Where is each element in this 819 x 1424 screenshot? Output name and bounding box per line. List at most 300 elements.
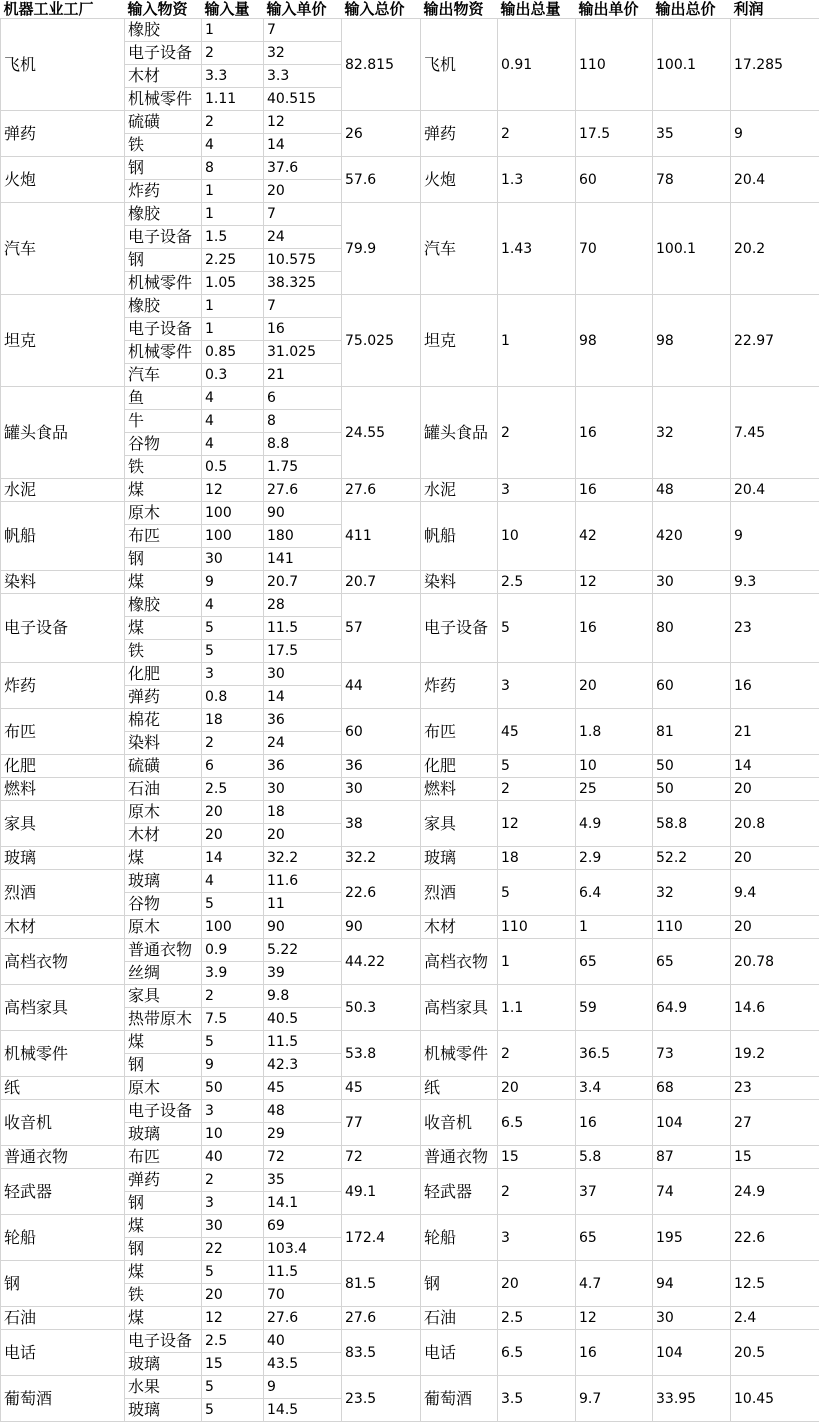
output-qty-cell: 6.5: [498, 1330, 576, 1376]
input-qty-cell: 6: [202, 755, 264, 778]
table-row: [1, 985, 819, 1008]
input-material-cell: 电子设备: [125, 318, 202, 341]
input-material-cell: 钢: [125, 249, 202, 272]
input-total-cell: 27.6: [342, 479, 421, 502]
output-total-cell: 100.1: [653, 203, 731, 295]
profit-cell: 15: [731, 1146, 819, 1169]
factory-name-cell: 普通衣物: [1, 1146, 125, 1169]
input-material-cell: 石油: [125, 778, 202, 801]
output-price-cell: 1: [576, 916, 653, 939]
table-row: [1, 1031, 819, 1054]
input-qty-cell: 20: [202, 824, 264, 847]
output-total-cell: 420: [653, 502, 731, 571]
output-qty-cell: 2: [498, 111, 576, 157]
input-material-cell: 鱼: [125, 387, 202, 410]
input-price-cell: 7: [264, 203, 342, 226]
table-row: [1, 1307, 819, 1330]
input-total-cell: 53.8: [342, 1031, 421, 1077]
input-price-cell: 24: [264, 732, 342, 755]
output-total-cell: 58.8: [653, 801, 731, 847]
input-price-cell: 9.8: [264, 985, 342, 1008]
input-price-cell: 24: [264, 226, 342, 249]
input-qty-cell: 5: [202, 1031, 264, 1054]
output-total-cell: 64.9: [653, 985, 731, 1031]
input-price-cell: 40.5: [264, 1008, 342, 1031]
table-row: [1, 502, 819, 525]
input-material-cell: 橡胶: [125, 295, 202, 318]
output-price-cell: 4.9: [576, 801, 653, 847]
input-price-cell: 17.5: [264, 640, 342, 663]
output-material-cell: 葡萄酒: [421, 1376, 498, 1422]
factory-name-cell: 染料: [1, 571, 125, 594]
input-price-cell: 90: [264, 916, 342, 939]
input-total-cell: 38: [342, 801, 421, 847]
input-price-cell: 30: [264, 663, 342, 686]
output-total-cell: 104: [653, 1330, 731, 1376]
factory-name-cell: 烈酒: [1, 870, 125, 916]
output-material-cell: 燃料: [421, 778, 498, 801]
factory-name-cell: 纸: [1, 1077, 125, 1100]
input-material-cell: 硫磺: [125, 755, 202, 778]
output-total-cell: 80: [653, 594, 731, 663]
input-price-cell: 16: [264, 318, 342, 341]
profit-cell: 20.5: [731, 1330, 819, 1376]
input-material-cell: 铁: [125, 640, 202, 663]
input-qty-cell: 30: [202, 548, 264, 571]
output-material-cell: 电话: [421, 1330, 498, 1376]
output-qty-cell: 1: [498, 295, 576, 387]
factory-name-cell: 电话: [1, 1330, 125, 1376]
output-qty-cell: 2: [498, 387, 576, 479]
input-price-cell: 11.6: [264, 870, 342, 893]
input-qty-cell: 0.5: [202, 456, 264, 479]
input-total-cell: 411: [342, 502, 421, 571]
output-material-cell: 炸药: [421, 663, 498, 709]
table-row: [1, 870, 819, 893]
input-total-cell: 82.815: [342, 19, 421, 111]
input-material-cell: 电子设备: [125, 42, 202, 65]
header-output-qty: 输出总量: [500, 0, 561, 18]
output-qty-cell: 18: [498, 847, 576, 870]
output-material-cell: 高档家具: [421, 985, 498, 1031]
input-qty-cell: 1: [202, 318, 264, 341]
table-row: [1, 1376, 819, 1399]
factory-name-cell: 罐头食品: [1, 387, 125, 479]
factory-name-cell: 轮船: [1, 1215, 125, 1261]
output-total-cell: 65: [653, 939, 731, 985]
input-price-cell: 42.3: [264, 1054, 342, 1077]
input-qty-cell: 1.5: [202, 226, 264, 249]
profit-cell: 7.45: [731, 387, 819, 479]
input-total-cell: 72: [342, 1146, 421, 1169]
header-output-price: 输出单价: [578, 0, 639, 18]
input-material-cell: 煤: [125, 847, 202, 870]
input-material-cell: 弹药: [125, 686, 202, 709]
table-row: [1, 778, 819, 801]
output-material-cell: 纸: [421, 1077, 498, 1100]
input-qty-cell: 2.25: [202, 249, 264, 272]
output-price-cell: 98: [576, 295, 653, 387]
output-qty-cell: 5: [498, 755, 576, 778]
output-qty-cell: 5: [498, 870, 576, 916]
table-row: [1, 571, 819, 594]
input-total-cell: 27.6: [342, 1307, 421, 1330]
output-qty-cell: 5: [498, 594, 576, 663]
input-qty-cell: 5: [202, 1261, 264, 1284]
output-material-cell: 染料: [421, 571, 498, 594]
output-price-cell: 12: [576, 571, 653, 594]
input-qty-cell: 1: [202, 203, 264, 226]
profit-cell: 14.6: [731, 985, 819, 1031]
input-price-cell: 27.6: [264, 479, 342, 502]
output-material-cell: 汽车: [421, 203, 498, 295]
input-price-cell: 20.7: [264, 571, 342, 594]
input-material-cell: 丝绸: [125, 962, 202, 985]
output-material-cell: 收音机: [421, 1100, 498, 1146]
input-total-cell: 22.6: [342, 870, 421, 916]
input-price-cell: 36: [264, 709, 342, 732]
input-price-cell: 20: [264, 180, 342, 203]
input-total-cell: 45: [342, 1077, 421, 1100]
input-total-cell: 26: [342, 111, 421, 157]
profit-cell: 12.5: [731, 1261, 819, 1307]
output-price-cell: 4.7: [576, 1261, 653, 1307]
header-profit: 利润: [733, 0, 764, 18]
input-material-cell: 钢: [125, 1054, 202, 1077]
output-price-cell: 6.4: [576, 870, 653, 916]
output-total-cell: 30: [653, 1307, 731, 1330]
output-total-cell: 78: [653, 157, 731, 203]
output-price-cell: 65: [576, 1215, 653, 1261]
factory-name-cell: 飞机: [1, 19, 125, 111]
input-material-cell: 水果: [125, 1376, 202, 1399]
factory-name-cell: 布匹: [1, 709, 125, 755]
input-material-cell: 煤: [125, 1307, 202, 1330]
header-input-price: 输入单价: [266, 0, 327, 18]
output-material-cell: 玻璃: [421, 847, 498, 870]
input-price-cell: 8: [264, 410, 342, 433]
input-qty-cell: 2: [202, 42, 264, 65]
input-material-cell: 煤: [125, 479, 202, 502]
input-material-cell: 原木: [125, 916, 202, 939]
output-material-cell: 布匹: [421, 709, 498, 755]
output-total-cell: 110: [653, 916, 731, 939]
input-material-cell: 电子设备: [125, 226, 202, 249]
output-total-cell: 68: [653, 1077, 731, 1100]
profit-cell: 20.4: [731, 479, 819, 502]
input-qty-cell: 18: [202, 709, 264, 732]
factory-name-cell: 葡萄酒: [1, 1376, 125, 1422]
profit-cell: 20: [731, 916, 819, 939]
input-price-cell: 14: [264, 134, 342, 157]
output-price-cell: 12: [576, 1307, 653, 1330]
input-total-cell: 36: [342, 755, 421, 778]
output-total-cell: 50: [653, 755, 731, 778]
input-qty-cell: 1.11: [202, 88, 264, 111]
input-qty-cell: 20: [202, 801, 264, 824]
output-price-cell: 20: [576, 663, 653, 709]
factory-name-cell: 玻璃: [1, 847, 125, 870]
input-price-cell: 18: [264, 801, 342, 824]
input-price-cell: 32: [264, 42, 342, 65]
input-qty-cell: 9: [202, 571, 264, 594]
factory-name-cell: 家具: [1, 801, 125, 847]
input-qty-cell: 8: [202, 157, 264, 180]
input-price-cell: 29: [264, 1123, 342, 1146]
profit-cell: 9: [731, 111, 819, 157]
profit-cell: 20.8: [731, 801, 819, 847]
input-total-cell: 32.2: [342, 847, 421, 870]
output-material-cell: 钢: [421, 1261, 498, 1307]
input-price-cell: 6: [264, 387, 342, 410]
input-material-cell: 玻璃: [125, 1123, 202, 1146]
input-price-cell: 70: [264, 1284, 342, 1307]
profit-cell: 20: [731, 847, 819, 870]
input-qty-cell: 100: [202, 502, 264, 525]
factory-name-cell: 汽车: [1, 203, 125, 295]
input-qty-cell: 4: [202, 594, 264, 617]
output-qty-cell: 1: [498, 939, 576, 985]
table-row: [1, 111, 819, 134]
output-price-cell: 37: [576, 1169, 653, 1215]
input-qty-cell: 20: [202, 1284, 264, 1307]
input-qty-cell: 0.9: [202, 939, 264, 962]
output-total-cell: 33.95: [653, 1376, 731, 1422]
input-price-cell: 31.025: [264, 341, 342, 364]
input-qty-cell: 1.05: [202, 272, 264, 295]
output-qty-cell: 2.5: [498, 1307, 576, 1330]
factory-name-cell: 轻武器: [1, 1169, 125, 1215]
input-total-cell: 57: [342, 594, 421, 663]
output-qty-cell: 0.91: [498, 19, 576, 111]
output-price-cell: 36.5: [576, 1031, 653, 1077]
input-price-cell: 11.5: [264, 1031, 342, 1054]
output-total-cell: 52.2: [653, 847, 731, 870]
output-qty-cell: 2: [498, 1169, 576, 1215]
input-material-cell: 棉花: [125, 709, 202, 732]
factory-name-cell: 钢: [1, 1261, 125, 1307]
output-material-cell: 帆船: [421, 502, 498, 571]
table-row: [1, 1215, 819, 1238]
output-price-cell: 16: [576, 1100, 653, 1146]
input-material-cell: 汽车: [125, 364, 202, 387]
input-qty-cell: 14: [202, 847, 264, 870]
profit-cell: 19.2: [731, 1031, 819, 1077]
output-qty-cell: 1.43: [498, 203, 576, 295]
output-total-cell: 98: [653, 295, 731, 387]
input-qty-cell: 0.8: [202, 686, 264, 709]
input-material-cell: 钢: [125, 548, 202, 571]
input-qty-cell: 10: [202, 1123, 264, 1146]
profit-cell: 20.78: [731, 939, 819, 985]
factory-name-cell: 燃料: [1, 778, 125, 801]
input-price-cell: 40.515: [264, 88, 342, 111]
input-price-cell: 180: [264, 525, 342, 548]
input-total-cell: 24.55: [342, 387, 421, 479]
input-qty-cell: 12: [202, 479, 264, 502]
input-material-cell: 电子设备: [125, 1330, 202, 1353]
input-material-cell: 电子设备: [125, 1100, 202, 1123]
input-price-cell: 1.75: [264, 456, 342, 479]
input-total-cell: 49.1: [342, 1169, 421, 1215]
factory-name-cell: 弹药: [1, 111, 125, 157]
factory-name-cell: 高档家具: [1, 985, 125, 1031]
profit-cell: 22.6: [731, 1215, 819, 1261]
output-total-cell: 50: [653, 778, 731, 801]
table-row: [1, 1146, 819, 1169]
input-total-cell: 90: [342, 916, 421, 939]
output-material-cell: 家具: [421, 801, 498, 847]
input-price-cell: 7: [264, 19, 342, 42]
output-material-cell: 弹药: [421, 111, 498, 157]
profit-cell: 20.4: [731, 157, 819, 203]
input-material-cell: 弹药: [125, 1169, 202, 1192]
profit-cell: 23: [731, 594, 819, 663]
input-qty-cell: 9: [202, 1054, 264, 1077]
input-material-cell: 玻璃: [125, 1353, 202, 1376]
output-material-cell: 轻武器: [421, 1169, 498, 1215]
input-qty-cell: 5: [202, 640, 264, 663]
table-row: [1, 19, 819, 42]
input-material-cell: 煤: [125, 571, 202, 594]
output-material-cell: 烈酒: [421, 870, 498, 916]
input-total-cell: 75.025: [342, 295, 421, 387]
output-qty-cell: 6.5: [498, 1100, 576, 1146]
input-price-cell: 8.8: [264, 433, 342, 456]
input-qty-cell: 4: [202, 433, 264, 456]
output-material-cell: 轮船: [421, 1215, 498, 1261]
input-material-cell: 煤: [125, 1215, 202, 1238]
input-qty-cell: 22: [202, 1238, 264, 1261]
input-qty-cell: 5: [202, 1376, 264, 1399]
output-price-cell: 60: [576, 157, 653, 203]
input-material-cell: 玻璃: [125, 870, 202, 893]
input-price-cell: 14.1: [264, 1192, 342, 1215]
profit-cell: 16: [731, 663, 819, 709]
input-material-cell: 布匹: [125, 1146, 202, 1169]
input-material-cell: 牛: [125, 410, 202, 433]
input-material-cell: 钢: [125, 157, 202, 180]
input-qty-cell: 5: [202, 893, 264, 916]
header-factory: 机器工业工厂: [3, 0, 94, 18]
input-price-cell: 69: [264, 1215, 342, 1238]
input-price-cell: 11.5: [264, 1261, 342, 1284]
profit-cell: 14: [731, 755, 819, 778]
input-material-cell: 原木: [125, 1077, 202, 1100]
input-total-cell: 20.7: [342, 571, 421, 594]
input-price-cell: 35: [264, 1169, 342, 1192]
output-qty-cell: 3: [498, 663, 576, 709]
factory-name-cell: 木材: [1, 916, 125, 939]
output-qty-cell: 12: [498, 801, 576, 847]
input-price-cell: 3.3: [264, 65, 342, 88]
factory-name-cell: 化肥: [1, 755, 125, 778]
input-qty-cell: 1: [202, 180, 264, 203]
output-qty-cell: 2: [498, 1031, 576, 1077]
output-material-cell: 罐头食品: [421, 387, 498, 479]
output-material-cell: 电子设备: [421, 594, 498, 663]
input-qty-cell: 7.5: [202, 1008, 264, 1031]
input-qty-cell: 100: [202, 525, 264, 548]
input-total-cell: 44: [342, 663, 421, 709]
input-price-cell: 32.2: [264, 847, 342, 870]
input-qty-cell: 2: [202, 111, 264, 134]
table-row: [1, 479, 819, 502]
output-price-cell: 3.4: [576, 1077, 653, 1100]
output-price-cell: 110: [576, 19, 653, 111]
table-row: [1, 1330, 819, 1353]
profit-cell: 17.285: [731, 19, 819, 111]
input-qty-cell: 4: [202, 134, 264, 157]
output-total-cell: 87: [653, 1146, 731, 1169]
input-material-cell: 热带原木: [125, 1008, 202, 1031]
input-qty-cell: 30: [202, 1215, 264, 1238]
factory-name-cell: 火炮: [1, 157, 125, 203]
output-qty-cell: 2: [498, 778, 576, 801]
input-qty-cell: 40: [202, 1146, 264, 1169]
input-qty-cell: 4: [202, 870, 264, 893]
input-qty-cell: 2: [202, 985, 264, 1008]
input-material-cell: 木材: [125, 65, 202, 88]
input-price-cell: 38.325: [264, 272, 342, 295]
output-qty-cell: 20: [498, 1077, 576, 1100]
input-qty-cell: 4: [202, 387, 264, 410]
output-material-cell: 普通衣物: [421, 1146, 498, 1169]
table-row: [1, 1169, 819, 1192]
output-material-cell: 火炮: [421, 157, 498, 203]
profit-cell: 27: [731, 1100, 819, 1146]
input-material-cell: 机械零件: [125, 272, 202, 295]
input-qty-cell: 2.5: [202, 1330, 264, 1353]
output-price-cell: 1.8: [576, 709, 653, 755]
table-row: [1, 387, 819, 410]
profit-cell: 9.4: [731, 870, 819, 916]
input-material-cell: 机械零件: [125, 341, 202, 364]
table-row: [1, 157, 819, 180]
input-price-cell: 90: [264, 502, 342, 525]
input-material-cell: 原木: [125, 502, 202, 525]
output-material-cell: 石油: [421, 1307, 498, 1330]
input-price-cell: 141: [264, 548, 342, 571]
table-row: [1, 801, 819, 824]
table-row: [1, 594, 819, 617]
profit-cell: 22.97: [731, 295, 819, 387]
input-price-cell: 37.6: [264, 157, 342, 180]
input-total-cell: 30: [342, 778, 421, 801]
input-total-cell: 44.22: [342, 939, 421, 985]
output-price-cell: 25: [576, 778, 653, 801]
table-row: [1, 916, 819, 939]
output-price-cell: 16: [576, 387, 653, 479]
output-price-cell: 70: [576, 203, 653, 295]
factory-name-cell: 机械零件: [1, 1031, 125, 1077]
factory-name-cell: 高档衣物: [1, 939, 125, 985]
output-price-cell: 16: [576, 1330, 653, 1376]
output-total-cell: 60: [653, 663, 731, 709]
table-row: [1, 847, 819, 870]
profit-cell: 24.9: [731, 1169, 819, 1215]
input-price-cell: 39: [264, 962, 342, 985]
input-price-cell: 14.5: [264, 1399, 342, 1422]
table-row: [1, 295, 819, 318]
input-qty-cell: 100: [202, 916, 264, 939]
input-material-cell: 玻璃: [125, 1399, 202, 1422]
input-material-cell: 硫磺: [125, 111, 202, 134]
output-total-cell: 32: [653, 387, 731, 479]
input-qty-cell: 1: [202, 19, 264, 42]
input-price-cell: 103.4: [264, 1238, 342, 1261]
input-material-cell: 谷物: [125, 893, 202, 916]
